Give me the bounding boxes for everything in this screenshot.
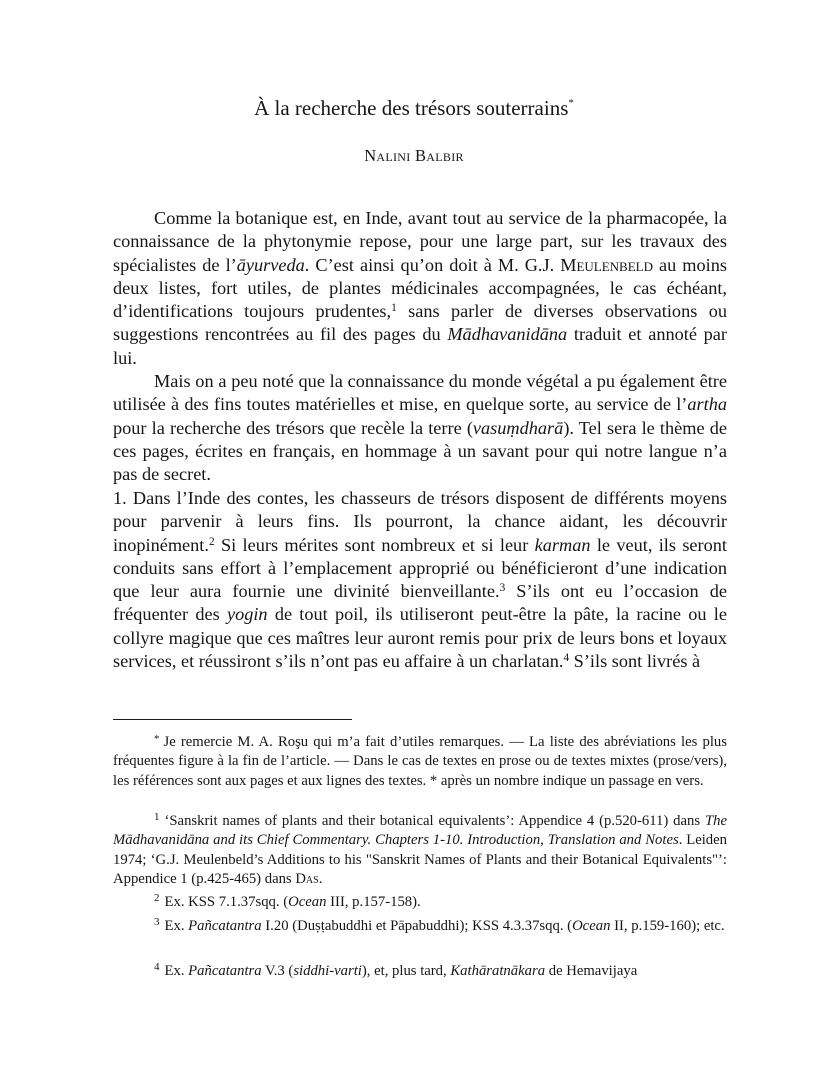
footnote-2-number: 2 <box>154 892 160 904</box>
paragraph-artha: Mais on a peu noté que la connaissance du monde végétal a pu également être utilisée à des fins toutes matérielles et mise, en quelque sorte, au service de l’artha pour la recherche des trésors que recèle la terre (vasuṃdharā). Tel sera le thème de ces pages, écrites en français, en hommage à un savant pour qui notre langue n’a pas de secret. <box>113 371 727 485</box>
footnote-3-ocean: Ocean <box>572 918 611 934</box>
footnote-4-number: 4 <box>154 961 160 973</box>
article-title-text: À la recherche des trésors souterrains <box>254 96 569 120</box>
footnote-1-book-title: The Mādhavanidāna and its Chief Commentary. Chapters 1-10. Introduction, Translation and Notes <box>113 813 727 849</box>
footnote-ref-1: 1 <box>391 301 397 314</box>
footnote-3-number: 3 <box>154 916 160 928</box>
footnote-4-katharatnakara: Kathāratnākara <box>450 963 546 979</box>
footnote-ref-3: 3 <box>499 581 506 594</box>
footnote-4-siddhi-varti: siddhi-varti <box>293 963 362 979</box>
footnote-1-number: 1 <box>154 811 160 823</box>
footnote-divider <box>113 719 352 720</box>
body-text-top <box>113 207 727 487</box>
footnote-ref-2: 2 <box>208 535 215 548</box>
body-text-section-1 <box>113 487 727 673</box>
footnote-2-ocean: Ocean <box>288 894 327 910</box>
title-madhavanidana: Mādhavanidāna <box>447 324 568 345</box>
article-title <box>0 94 828 122</box>
term-ayurveda: āyurveda <box>236 254 305 275</box>
footnote-1-das: Das <box>295 871 319 888</box>
term-yogin: yogin <box>226 604 268 625</box>
term-artha: artha <box>687 394 727 415</box>
footnote-star-mark: * <box>154 733 160 745</box>
footnote-star-text: Je remercie M. A. Roşu qui m’a fait d’utiles remarques. — La liste des abréviations les plus fréquentes figure à la fin de l’article. — Dans le cas de textes en prose ou de textes mixtes (prose/vers), les références sont aux pages et aux lignes des textes. * après un nombre indique un passage en vers. <box>113 734 727 789</box>
footnote-2: $^2$ Ex. KSS 7.1.37sqq. (Ocean III, p.157-158). <box>154 892 421 910</box>
term-karman: karman <box>534 534 591 555</box>
term-vasundhara: vasuṃdharā <box>472 417 564 438</box>
author-name: Nalini Balbir <box>364 146 464 165</box>
paragraph-intro: Comme la botanique est, en Inde, avant tout au service de la pharmacopée, la connaissance de la phytonymie repose, pour une large part, sur les travaux des spécialistes de l’āyurveda. C’est ainsi qu’on doit à M. G.J. Meulenbeld au moins deux listes, fort utiles, de plantes médicinales accompagnées, le cas échéant, d’identifications toujours prudentes,$^1$ sans parler de diverses observations ou suggestions rencontrées au fil des pages du Mādhavanidāna traduit et annoté par lui. <box>113 208 727 368</box>
footnote-4-pancatantra: Pañcatantra <box>188 963 262 979</box>
footnote-4: $^4$ Ex. Pañcatantra V.3 (siddhi-varti), et, plus tard, Kathāratnākara de Hemavijaya <box>154 961 638 979</box>
title-footnote-mark: * <box>568 97 574 109</box>
footnote-ref-4: 4 <box>563 651 570 664</box>
footnote-3: $^3$ Ex. Pañcatantra I.20 (Duṣṭabuddhi et Pāpabuddhi); KSS 4.3.37sqq. (Ocean II, p.159-160); etc. <box>154 916 725 934</box>
name-meulenbeld: Meulenbeld <box>560 254 653 275</box>
paragraph-section-1: 1. Dans l’Inde des contes, les chasseurs de trésors disposent de différents moyens pour parvenir à leurs fins. Ils pourront, la chance aidant, les découvrir inopinément.$^2$ Si leurs mérites sont nombreux et si leur karman le veut, ils seront conduits sans effort à l’emplacement approprié ou bénéficieront d’une indication que leur aura fournie une divinité bienveillante.$^3$ S’ils ont eu l’occasion de fréquenter des yogin de tout poil, ils utiliseront peut-être la pâte, la racine ou le collyre magique que ces maîtres leur auront remis pour prix de leurs bons et loyaux services, et réussiront s’ils n’ont pas eu affaire à un charlatan.$^4$ S’ils sont livrés à <box>113 488 728 672</box>
footnote-3-pancatantra: Pañcatantra <box>188 918 262 934</box>
footnote-1: $^1$ ‘Sanskrit names of plants and their botanical equivalents’: Appendice 4 (p.520-611) dans The Mādhavanidāna and its Chief Commentary. Chapters 1-10. Introduction, Translation and Notes. Leiden 1974; ‘G.J. Meulenbeld’s Additions to his "Sanskrit Names of Plants and their Botanical Equivalents"’: Appendice 1 (p.425-465) dans Das. <box>113 811 728 888</box>
footnote-star <box>113 733 727 791</box>
